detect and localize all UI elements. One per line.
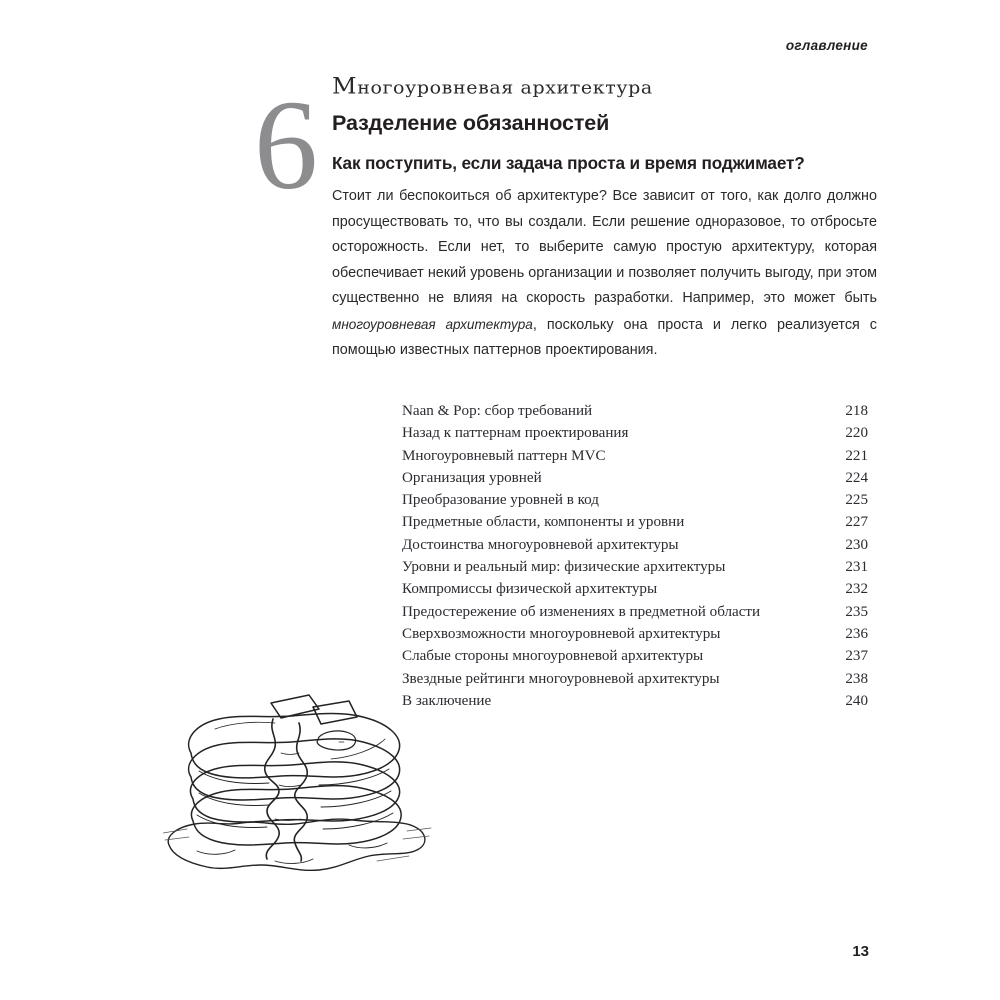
toc-entry-title: Назад к паттернам проектирования <box>402 425 629 442</box>
toc-entry[interactable] <box>402 668 868 690</box>
toc-entry-title: Достоинства многоуровневой архитектуры <box>402 536 679 553</box>
toc-entry-title: Звездные рейтинги многоуровневой архитектуры <box>402 670 720 687</box>
body-text-emphasis: многоуровневая архитектура <box>332 316 533 332</box>
pooled-syrup-top <box>317 731 356 750</box>
toc-entry[interactable] <box>402 422 868 444</box>
toc-entry-page: 231 <box>845 559 868 576</box>
toc-entry-title: Организация уровней <box>402 469 542 486</box>
toc-entry-page: 220 <box>845 425 868 442</box>
toc-entry-page: 232 <box>845 581 868 598</box>
chapter-decorative-title: Многоуровневая архитектура <box>332 73 653 100</box>
toc-entry[interactable] <box>402 601 868 623</box>
toc-entry-title: Предметные области, компоненты и уровни <box>402 514 685 531</box>
toc-entry[interactable] <box>402 445 868 467</box>
table-of-contents <box>402 400 868 712</box>
toc-entry-page: 218 <box>845 403 868 419</box>
butter-pats <box>271 695 357 724</box>
body-text-part-one: Стоит ли беспокоиться об архитектуре? Все зависит от того, как долго должно просуществовать то, что вы создали. Если решение одноразовое, то отбросьте осторожность. Если нет, то выберите самую простую архитектуру, которая обеспечивает некий уровень организации и позволяет получить выгоду, при этом существенно не влияя на скорость разработки. Например, это может быть <box>332 188 877 306</box>
toc-entry-page: 225 <box>845 492 868 509</box>
toc-entry-page: 224 <box>845 469 868 486</box>
chapter-number: 6 <box>254 74 318 216</box>
toc-entry[interactable] <box>402 645 868 667</box>
toc-entry-title: Многоуровневый паттерн MVC <box>402 447 606 464</box>
page-number: 13 <box>852 943 869 960</box>
toc-entry[interactable] <box>402 467 868 489</box>
pancake-stack-illustration <box>163 693 433 898</box>
toc-entry[interactable] <box>402 690 868 712</box>
toc-entry[interactable] <box>402 578 868 600</box>
pancake-middle-upper <box>189 739 400 800</box>
toc-entry-page: 227 <box>845 514 868 531</box>
running-header: оглавление <box>785 38 868 53</box>
toc-entry-title: В заключение <box>402 692 492 709</box>
toc-entry[interactable] <box>402 623 868 645</box>
toc-entry-page: 240 <box>845 692 868 709</box>
chapter-text-column <box>332 73 880 364</box>
toc-entry-title: Компромиссы физической архитектуры <box>402 581 658 598</box>
toc-entry-page: 238 <box>845 670 868 687</box>
toc-entry-title: Слабые стороны многоуровневой архитектуры <box>402 648 704 665</box>
toc-entry-title: Сверхвозможности многоуровневой архитектуры <box>402 625 721 642</box>
toc-entry[interactable] <box>402 489 868 511</box>
chapter-subheading: Как поступить, если задача проста и время поджимает? <box>332 153 805 173</box>
toc-entry-page: 235 <box>845 603 868 620</box>
syrup-puddle <box>168 819 425 870</box>
toc-entry[interactable] <box>402 400 868 422</box>
toc-entry-title: Naan & Pop: сбор требований <box>402 403 593 419</box>
body-text-part-two: , поскольку она проста и легко реализуется с помощью известных паттернов проектирования. <box>332 316 877 358</box>
toc-entry-title: Преобразование уровней в код <box>402 492 599 509</box>
toc-entry-page: 230 <box>845 536 868 553</box>
toc-entry[interactable] <box>402 556 868 578</box>
toc-entry-title: Предостережение об изменениях в предметной области <box>402 603 761 620</box>
toc-entry-title: Уровни и реальный мир: физические архитектуры <box>402 559 726 576</box>
toc-entry-page: 221 <box>845 447 868 464</box>
toc-entry-page: 236 <box>845 625 868 642</box>
toc-entry-page: 237 <box>845 648 868 665</box>
chapter-body-paragraph <box>332 184 877 364</box>
toc-entry[interactable] <box>402 534 868 556</box>
chapter-heading: Разделение обязанностей <box>332 111 610 135</box>
decorative-title-initial: М <box>332 73 358 100</box>
toc-entry[interactable] <box>402 511 868 533</box>
